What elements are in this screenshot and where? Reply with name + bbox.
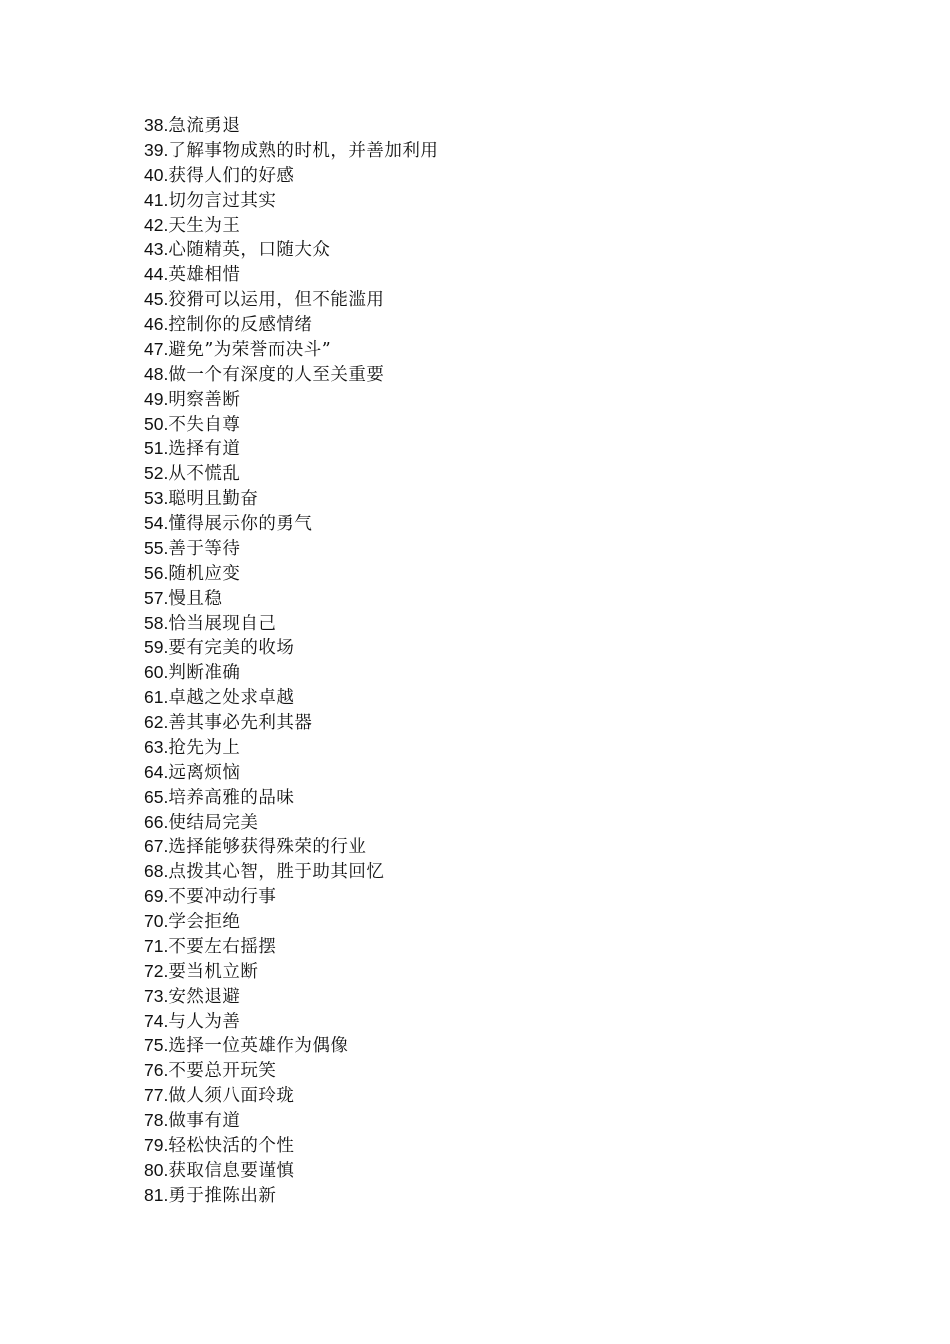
- list-item-text: 急流勇退: [168, 116, 241, 136]
- list-item: [144, 810, 844, 835]
- list-item-number: 40.: [144, 164, 169, 185]
- list-item-text: 狡猾可以运用，但不能滥用: [168, 290, 385, 311]
- list-item-text: 从不慌乱: [168, 464, 241, 485]
- list-item-text: 善于等待: [168, 538, 241, 559]
- list-item-text: 学会拒绝: [168, 912, 241, 932]
- list-item: [144, 188, 844, 213]
- list-item: [144, 1083, 844, 1108]
- list-item-text: 与人为善: [168, 1011, 241, 1032]
- list-item-number: 64.: [144, 761, 169, 782]
- list-item: [144, 909, 844, 934]
- list-item-number: 69.: [144, 886, 169, 907]
- list-item-text: 要有完美的收场: [168, 638, 295, 659]
- list-item-number: 54.: [144, 513, 169, 533]
- list-item: [144, 1183, 844, 1208]
- list-item: [144, 1058, 844, 1083]
- list-item-text: 卓越之处求卓越: [168, 688, 295, 709]
- list-item-number: 47.: [144, 338, 169, 359]
- list-item: [144, 735, 844, 760]
- list-item-text: 恰当展现自己: [168, 613, 277, 634]
- list-item: [144, 213, 844, 238]
- list-item: [144, 262, 844, 287]
- list-item-number: 61.: [144, 687, 169, 708]
- list-item-text: 随机应变: [168, 563, 241, 584]
- list-item-number: 41.: [144, 189, 169, 210]
- list-item-text: 培养高雅的品味: [168, 787, 295, 808]
- list-item-text: 不要冲动行事: [168, 887, 277, 908]
- list-item-text: 点拨其心智，胜于助其回忆: [168, 862, 385, 883]
- list-item: [144, 586, 844, 611]
- list-item-number: 80.: [144, 1159, 169, 1180]
- list-item-number: 62.: [144, 712, 169, 732]
- list-item-text: 做人须八面玲珑: [168, 1086, 295, 1107]
- list-item: [144, 1033, 844, 1058]
- list-item: [144, 138, 844, 163]
- list-item-number: 66.: [144, 811, 169, 832]
- list-item-text: 选择一位英雄作为偶像: [168, 1036, 349, 1057]
- list-item-number: 51.: [144, 438, 169, 459]
- list-item-number: 59.: [144, 637, 169, 658]
- list-item: [144, 984, 844, 1009]
- list-item-number: 70.: [144, 911, 169, 931]
- list-item: [144, 436, 844, 461]
- list-item-number: 58.: [144, 612, 169, 633]
- list-item-number: 44.: [144, 264, 169, 285]
- list-item: [144, 387, 844, 412]
- list-item-number: 42.: [144, 214, 169, 235]
- list-item-number: 81.: [144, 1184, 169, 1205]
- list-item: [144, 1108, 844, 1133]
- list-item-text: 获得人们的好感: [168, 165, 295, 186]
- list-item-number: 75.: [144, 1035, 169, 1056]
- list-item-text: 不要总开玩笑: [168, 1061, 277, 1082]
- list-item: [144, 959, 844, 984]
- numbered-list: [144, 113, 844, 1208]
- list-item-number: 38.: [144, 115, 169, 135]
- list-item: [144, 163, 844, 188]
- list-item-number: 43.: [144, 239, 169, 260]
- list-item-text: 明察善断: [168, 389, 241, 410]
- list-item: [144, 561, 844, 586]
- list-item: [144, 312, 844, 337]
- list-item-number: 46.: [144, 314, 169, 334]
- list-item: [144, 635, 844, 660]
- list-item-number: 39.: [144, 139, 169, 160]
- list-item-number: 53.: [144, 488, 169, 509]
- list-item-number: 79.: [144, 1134, 169, 1155]
- list-item-number: 73.: [144, 985, 169, 1006]
- list-item-text: 不要左右摇摆: [168, 936, 277, 957]
- list-item-text: 使结局完美: [168, 812, 259, 833]
- list-item-number: 50.: [144, 413, 169, 434]
- list-item: [144, 884, 844, 909]
- list-item: [144, 834, 844, 859]
- list-item-text: 做一个有深度的人至关重要: [168, 364, 385, 385]
- list-item: [144, 934, 844, 959]
- list-item-text: 远离烦恼: [168, 762, 241, 783]
- list-item: [144, 685, 844, 710]
- list-item-number: 52.: [144, 463, 169, 484]
- list-item-text: 懂得展示你的勇气: [168, 514, 313, 534]
- list-item: [144, 362, 844, 387]
- list-item-number: 57.: [144, 587, 169, 608]
- list-item-text: 慢且稳: [168, 588, 223, 609]
- list-item-text: 选择有道: [168, 439, 241, 460]
- list-item-text: 判断准确: [168, 663, 241, 684]
- list-item-text: 善其事必先利其器: [168, 713, 313, 733]
- list-item-number: 77.: [144, 1085, 169, 1106]
- list-item-number: 78.: [144, 1110, 169, 1130]
- list-item-number: 74.: [144, 1010, 169, 1031]
- list-item-text: 抢先为上: [168, 737, 241, 758]
- list-item-text: 选择能够获得殊荣的行业: [168, 837, 367, 858]
- list-item-number: 45.: [144, 289, 169, 310]
- list-item: [144, 710, 844, 735]
- list-item-text: 聪明且勤奋: [168, 489, 259, 510]
- list-item-text: 控制你的反感情绪: [168, 315, 313, 335]
- list-item-number: 49.: [144, 388, 169, 409]
- list-item: [144, 785, 844, 810]
- list-item-number: 65.: [144, 786, 169, 807]
- list-item: [144, 337, 844, 362]
- list-item-text: 避免”为荣誉而决斗”: [168, 339, 332, 360]
- list-item-text: 心随精英，口随大众: [168, 240, 331, 261]
- list-item: [144, 536, 844, 561]
- list-item: [144, 113, 844, 138]
- list-item-number: 48.: [144, 363, 169, 384]
- list-item-text: 要当机立断: [168, 961, 259, 982]
- list-item-number: 68.: [144, 861, 169, 882]
- list-item-number: 56.: [144, 562, 169, 583]
- list-item-text: 天生为王: [168, 215, 241, 236]
- list-item: [144, 287, 844, 312]
- list-item: [144, 511, 844, 536]
- list-item: [144, 660, 844, 685]
- list-item-text: 了解事物成熟的时机，并善加利用: [168, 140, 439, 161]
- list-item-number: 72.: [144, 960, 169, 981]
- list-item-text: 不失自尊: [168, 414, 241, 435]
- list-item: [144, 760, 844, 785]
- list-item: [144, 486, 844, 511]
- list-item: [144, 237, 844, 262]
- list-item-number: 76.: [144, 1060, 169, 1081]
- list-item: [144, 1133, 844, 1158]
- list-item-text: 英雄相惜: [168, 265, 241, 286]
- list-item-text: 安然退避: [168, 986, 241, 1007]
- list-item: [144, 412, 844, 437]
- list-item-text: 勇于推陈出新: [168, 1185, 277, 1206]
- list-item-number: 60.: [144, 662, 169, 683]
- list-item: [144, 1158, 844, 1183]
- list-item: [144, 1009, 844, 1034]
- list-item-text: 切勿言过其实: [168, 190, 277, 211]
- list-item-number: 71.: [144, 935, 169, 956]
- list-item: [144, 611, 844, 636]
- list-item-text: 获取信息要谨慎: [168, 1160, 295, 1181]
- list-item-text: 做事有道: [168, 1111, 241, 1131]
- list-item: [144, 859, 844, 884]
- list-item-number: 55.: [144, 537, 169, 558]
- list-item-text: 轻松快活的个性: [168, 1135, 295, 1156]
- list-item-number: 63.: [144, 736, 169, 757]
- list-item-number: 67.: [144, 836, 169, 857]
- list-item: [144, 461, 844, 486]
